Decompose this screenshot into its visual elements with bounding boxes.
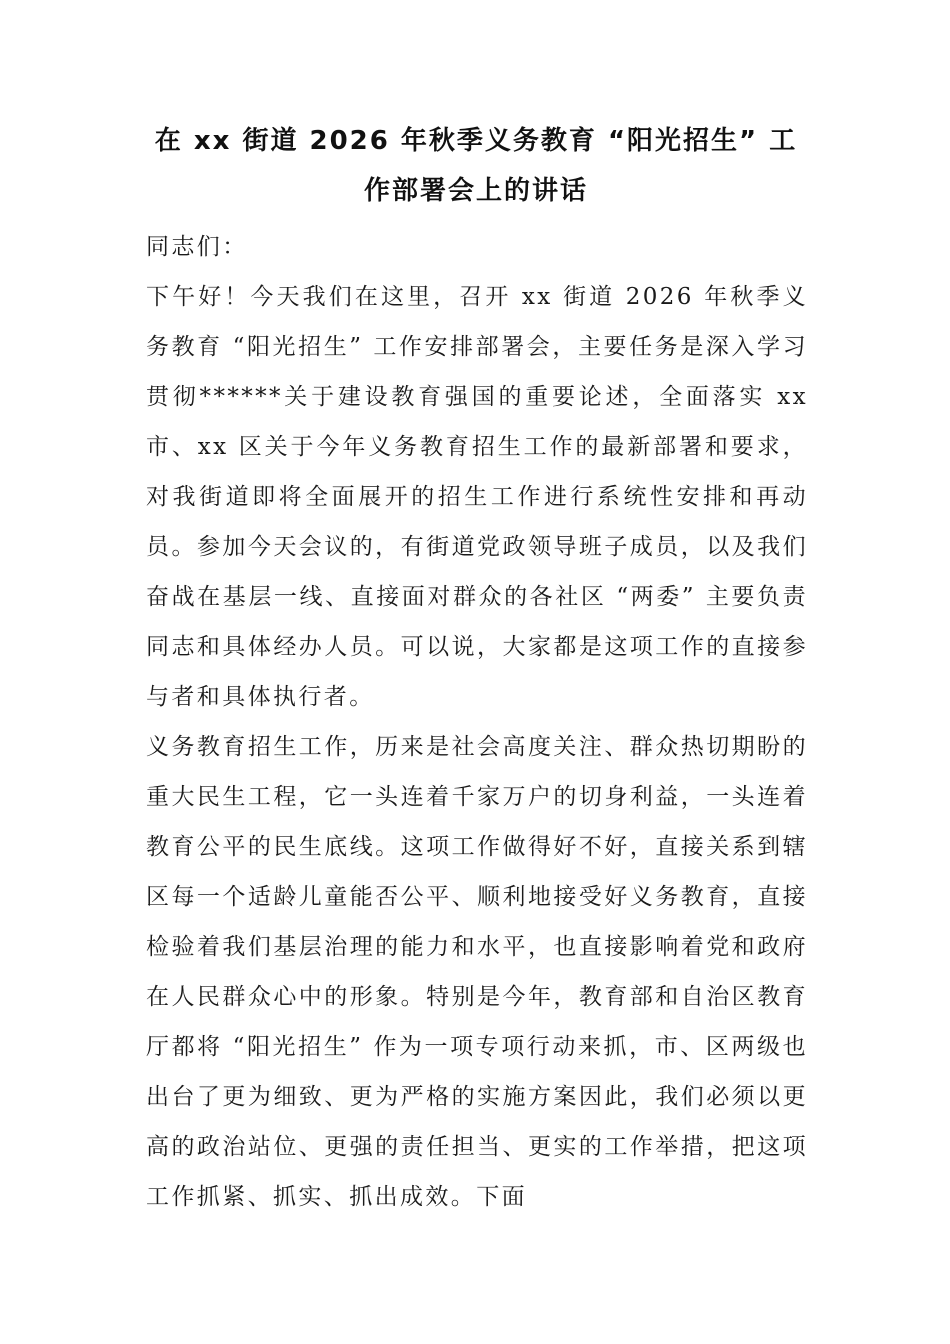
document-body [146,222,808,1222]
paragraph-1: 下午好！今天我们在这里，召开 xx 街道 2026 年秋季义务教育 “阳光招生” 工作安排部署会，主要任务是深入学习贯彻******关于建设教育强国的重要论述，全面落实 xx 市、xx 区关于今年义务教育招生工作的最新部署和要求，对我街道即将全面展开的招生工作进行系统性安排和再动员。参加今天会议的，有街道党政领导班子成员，以及我们奋战在基层一线、直接面对群众的各社区 “两委” 主要负责同志和具体经办人员。可以说，大家都是这项工作的直接参与者和具体执行者。 [146,284,808,710]
salutation: 同志们： [146,234,248,260]
document-title: 在 xx 街道 2026 年秋季义务教育 “阳光招生” 工作部署会上的讲话 [154,126,798,206]
paragraph-2: 义务教育招生工作，历来是社会高度关注、群众热切期盼的重大民生工程，它一头连着千家万户的切身利益，一头连着教育公平的民生底线。这项工作做得好不好，直接关系到辖区每一个适龄儿童能否公平、顺利地接受好义务教育，直接检验着我们基层治理的能力和水平，也直接影响着党和政府在人民群众心中的形象。特别是今年，教育部和自治区教育厅都将 “阳光招生” 作为一项专项行动来抓，市、区两级也出台了更为细致、更为严格的实施方案因此，我们必须以更高的政治站位、更强的责任担当、更实的工作举措，把这项工作抓紧、抓实、抓出成效。下面 [146,734,808,1210]
